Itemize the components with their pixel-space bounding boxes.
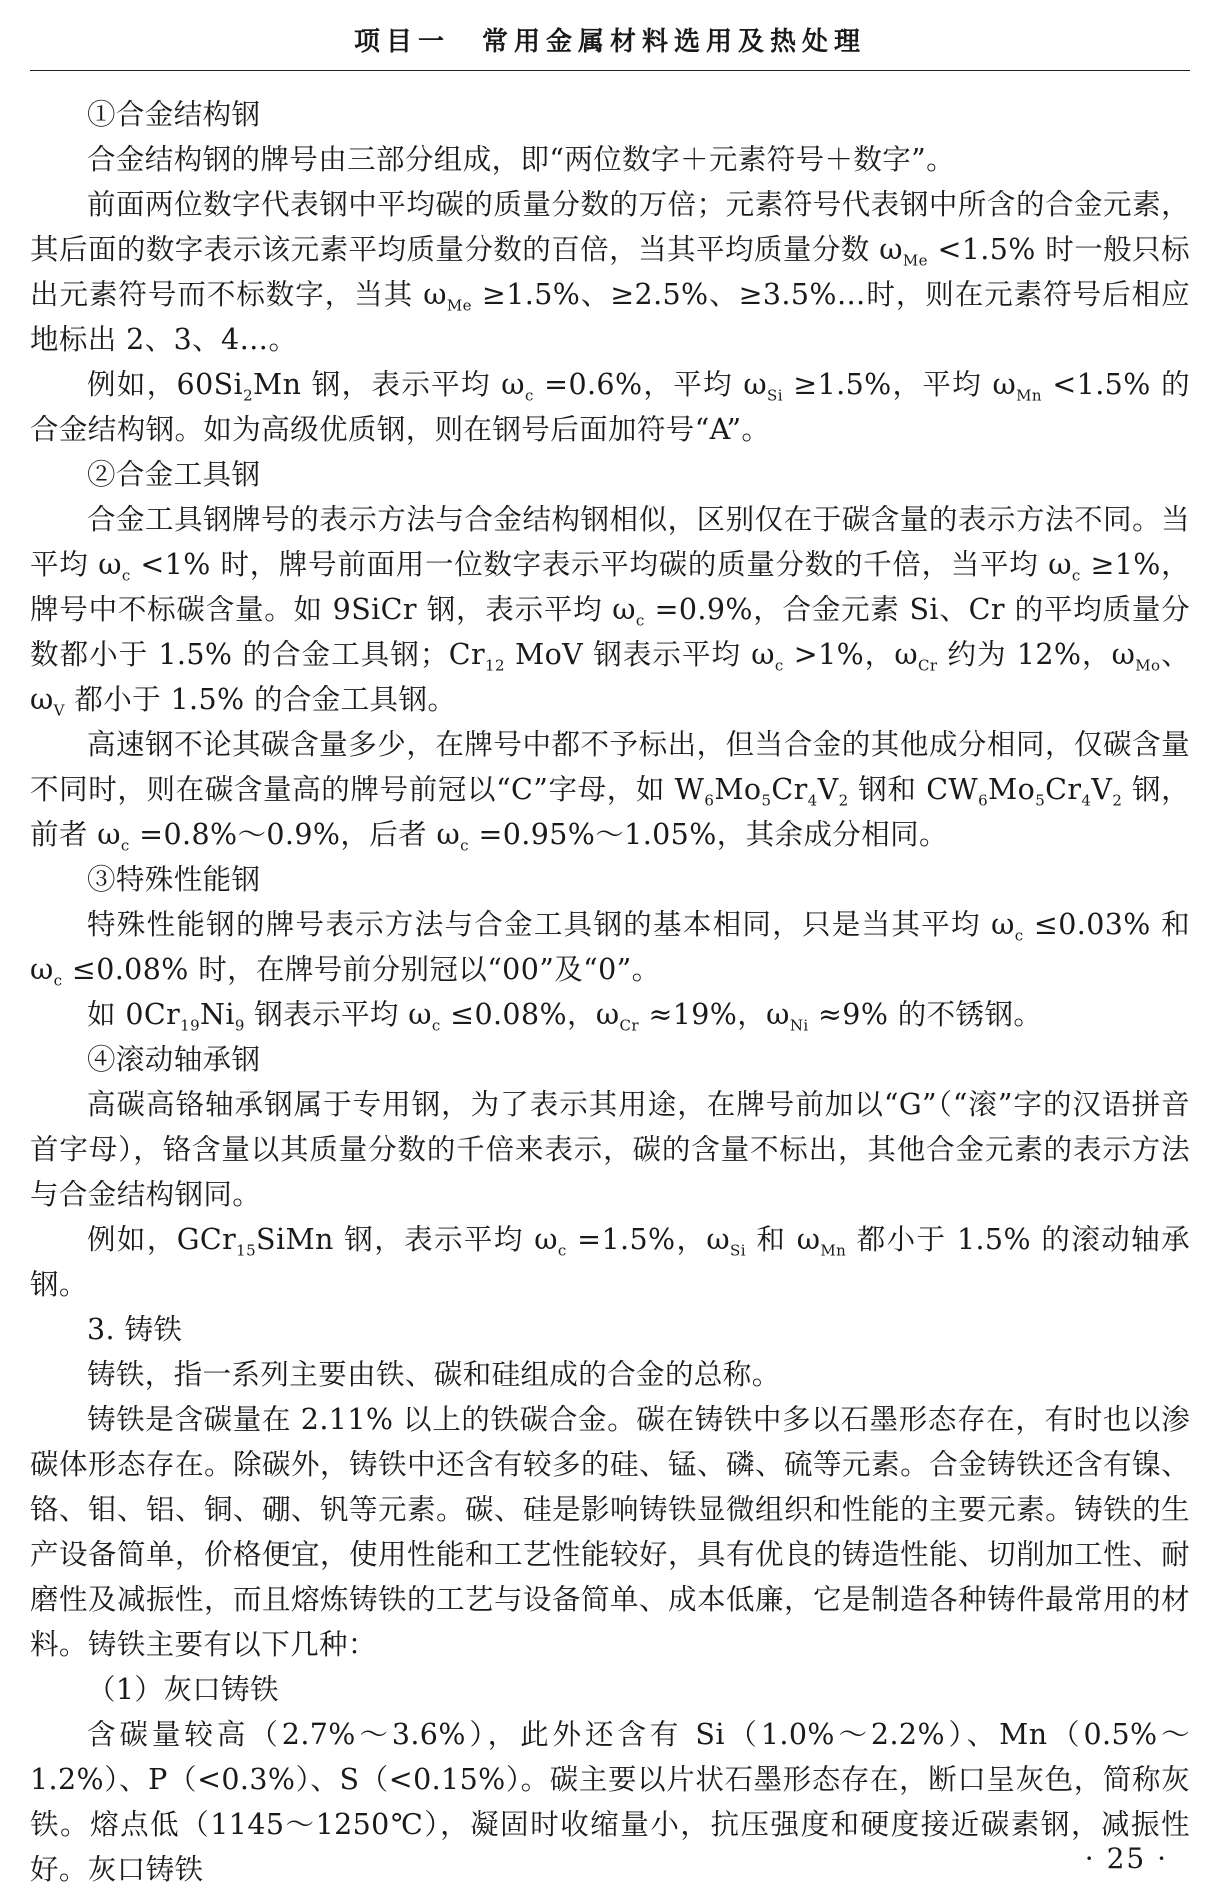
body-text <box>30 92 1190 1892</box>
heading-alloy-structural-steel: ①合金结构钢 <box>87 98 261 131</box>
page-number: · 25 · <box>1084 1842 1168 1875</box>
heading-alloy-tool-steel: ②合金工具钢 <box>87 458 261 491</box>
paragraph: 含碳量较高（2.7%～3.6%），此外还含有 Si（1.0%～2.2%）、Mn（0.5%～1.2%）、P（<0.3%）、S（<0.15%）。碳主要以片状石墨形态存在，断口呈灰色，简称灰铁。熔点低（1145～1250℃），凝固时收缩量小，抗压强度和硬度接近碳素钢，减振性好。灰口铸铁 <box>30 1718 1190 1886</box>
paragraph: 例如，GCr$_{15}$SiMn 钢，表示平均 $\omega_c =1.5\%$，$\omega_{Si}$ 和 $\omega_{Mn}$ 都小于 1.5% 的滚动轴承钢。 <box>30 1223 1190 1301</box>
paragraph: 合金工具钢牌号的表示方法与合金结构钢相似，区别仅在于碳含量的表示方法不同。当平均 $\omega_c <1\%$ 时，牌号前面用一位数字表示平均碳的质量分数的千倍，当平均 $\omega_c \ge 1\%$，牌号中不标碳含量。如 9SiCr 钢，表示平均 $\omega_c =0.9\%$，合金元素 Si、Cr 的平均质量分数都小于 1.5% 的合金工具钢；$Cr_{12}$ MoV 钢表示平均 $\omega_c >1\%$，$\omega_{Cr}$ 约为 12%，$\omega_{Mo}$、$\omega_V$ 都小于 1.5% 的合金工具钢。 <box>30 503 1191 720</box>
paragraph: 如 $0Cr_{19}Ni_9$ 钢表示平均 $\omega_c \le 0.08\%$，$\omega_{Cr} \approx 19\%$，$\omega_{Ni} \approx 9\%$ 的不锈钢。 <box>87 998 1043 1035</box>
paragraph: 特殊性能钢的牌号表示方法与合金工具钢的基本相同，只是当其平均 $\omega_c \le 0.03\%$ 和 $\omega_c \le 0.08\%$ 时，在牌号前分别冠以“00”及“0”。 <box>30 908 1190 990</box>
paragraph: 合金结构钢的牌号由三部分组成，即“两位数字＋元素符号＋数字”。 <box>87 143 956 176</box>
heading-special-performance-steel: ③特殊性能钢 <box>87 863 261 896</box>
paragraph: 例如，$60Si_2Mn$ 钢，表示平均 $\omega_c =0.6\%$，平均 $\omega_{Si} \ge 1.5\%$，平均 $\omega_{Mn} <1.5\%$ 的合金结构钢。如为高级优质钢，则在钢号后面加符号“A”。 <box>30 368 1190 446</box>
paragraph: 铸铁是含碳量在 2.11% 以上的铁碳合金。碳在铸铁中多以石墨形态存在，有时也以渗碳体形态存在。除碳外，铸铁中还含有较多的硅、锰、磷、硫等元素。合金铸铁还含有镍、铬、钼、铝、铜、硼、钒等元素。碳、硅是影响铸铁显微组织和性能的主要元素。铸铁的生产设备简单，价格便宜，使用性能和工艺性能较好，具有优良的铸造性能、切削加工性、耐磨性及减振性，而且熔炼铸铁的工艺与设备简单、成本低廉，它是制造各种铸件最常用的材料。铸铁主要有以下几种： <box>30 1403 1190 1661</box>
paragraph: 铸铁，指一系列主要由铁、碳和硅组成的合金的总称。 <box>87 1358 781 1391</box>
paragraph: 高碳高铬轴承钢属于专用钢，为了表示其用途，在牌号前加以“G”（“滚”字的汉语拼音首字母），铬含量以其质量分数的千倍来表示，碳的含量不标出，其他合金元素的表示方法与合金结构钢同。 <box>30 1088 1190 1211</box>
paragraph: 前面两位数字代表钢中平均碳的质量分数的万倍；元素符号代表钢中所含的合金元素，其后面的数字表示该元素平均质量分数的百倍，当其平均质量分数 $\omega_{Me} <1.5\%$ 时一般只标出元素符号而不标数字，当其 $\omega_{Me} \ge 1.5\%$、≥2.5%、≥3.5%…时，则在元素符号后相应地标出 2、3、4…。 <box>30 188 1190 356</box>
running-header: 项目一 常用金属材料选用及热处理 <box>30 22 1190 71</box>
paragraph: 高速钢不论其碳含量多少，在牌号中都不予标出，但当合金的其他成分相同，仅碳含量不同时，则在碳含量高的牌号前冠以“C”字母，如 $W_6Mo_5Cr_4V_2$ 钢和 $CW_6Mo_5Cr_4V_2$ 钢，前者 $\omega_c$ =0.8%～0.9%，后者 $\omega_c$ =0.95%～1.05%，其余成分相同。 <box>30 728 1190 855</box>
heading-gray-cast-iron: （1）灰口铸铁 <box>87 1673 279 1706</box>
heading-rolling-bearing-steel: ④滚动轴承钢 <box>87 1043 261 1076</box>
heading-cast-iron: 3. 铸铁 <box>87 1313 183 1346</box>
